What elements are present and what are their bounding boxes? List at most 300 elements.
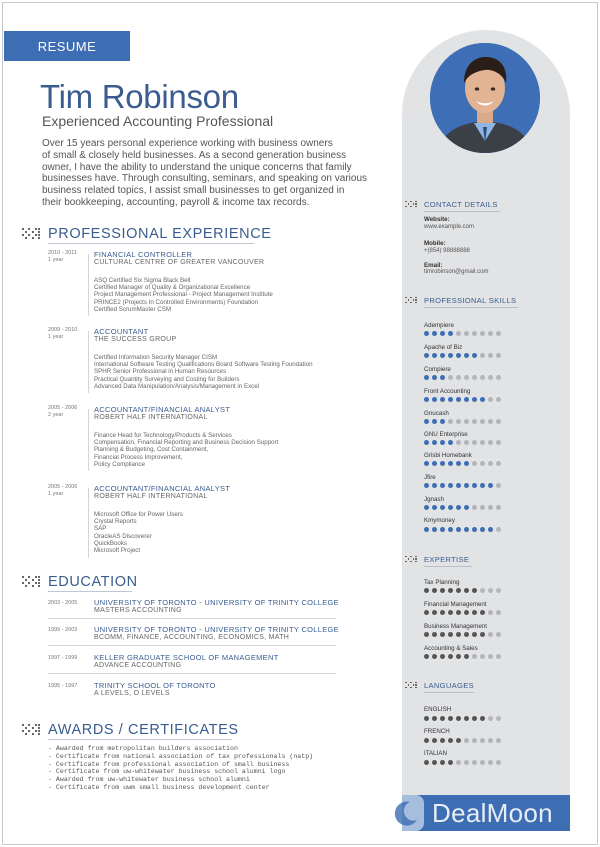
intro-line: of small & closely held businesses. As a second generation business	[42, 149, 347, 161]
job-org: ROBERT HALF INTERNATIONAL	[94, 414, 208, 421]
rating-dot-filled	[480, 483, 485, 488]
rating-dot-filled	[440, 440, 445, 445]
grid-dot	[35, 228, 37, 230]
grid-dot	[38, 231, 40, 233]
grid-dot	[413, 558, 415, 560]
rating-dot-empty	[480, 440, 485, 445]
rating-dot-filled	[440, 716, 445, 721]
rating-dot-filled	[424, 331, 429, 336]
dots-grid-icon	[405, 297, 419, 305]
person-avatar-icon	[430, 43, 540, 153]
rating-dot-filled	[480, 716, 485, 721]
award-item: - Certificate from professional association of small business	[48, 760, 290, 768]
rating-dot-empty	[472, 331, 477, 336]
job-item: Certified ScrumMaster CSM	[94, 305, 172, 313]
rating-dot-filled	[440, 738, 445, 743]
job-org: THE SUCCESS GROUP	[94, 336, 177, 343]
job-item: Certified Manager of Quality & Organizational Excellence	[94, 284, 251, 292]
mobile-label: Mobile:	[424, 240, 446, 247]
grid-dot	[415, 203, 417, 205]
dots-grid-icon	[22, 576, 42, 589]
intro-line: owner, I have the ability to understand the unique concerns that family	[42, 161, 352, 173]
rating-dot-empty	[456, 419, 461, 424]
rating-dot-filled	[424, 738, 429, 743]
grid-dot	[405, 302, 407, 304]
grid-dot	[410, 206, 412, 208]
edu-years: 1997 - 1999	[48, 655, 78, 661]
timeline-line	[88, 254, 89, 316]
edu-divider	[48, 645, 336, 646]
rating-dot-empty	[464, 419, 469, 424]
job-entry	[48, 405, 368, 471]
job-item: QuickBooks	[94, 539, 128, 547]
job-item: Project Management Professional - Project Management Institute	[94, 291, 273, 299]
grid-dot	[415, 561, 417, 563]
job-item: Finance Head for Technology/Products & Services	[94, 432, 232, 439]
rating-dot-filled	[464, 483, 469, 488]
grid-dot	[25, 237, 27, 239]
rating-dot-filled	[488, 483, 493, 488]
grid-dot	[415, 206, 417, 208]
rating-dot-empty	[480, 375, 485, 380]
grid-dot	[35, 724, 37, 726]
edu-years: 2003 - 2005	[48, 600, 78, 606]
rating-dot-empty	[480, 505, 485, 510]
grid-dot	[405, 687, 407, 689]
rating-dot-filled	[432, 610, 437, 615]
rating-dot-filled	[464, 610, 469, 615]
rating-dot-empty	[456, 331, 461, 336]
rating-dot-filled	[432, 440, 437, 445]
skill-label: Adempiere	[424, 322, 454, 329]
intro-line: business related topics, I assist small businesses to get organized in	[42, 185, 345, 197]
award-item: - Certificate from uwm small business development center	[48, 783, 270, 791]
job-items	[94, 432, 278, 468]
grid-dot	[408, 684, 410, 686]
rating-dot-filled	[440, 654, 445, 659]
rating-dot-filled	[472, 632, 477, 637]
rating-dot-empty	[464, 331, 469, 336]
grid-dot	[22, 576, 24, 578]
job-entry	[48, 250, 368, 316]
rating-dot-filled	[472, 397, 477, 402]
dots-grid-icon	[405, 556, 419, 564]
job-item: OracleAS Discoverer	[94, 532, 152, 540]
rating-dot-filled	[424, 654, 429, 659]
grid-dot	[25, 727, 27, 729]
rating-dot-filled	[424, 353, 429, 358]
rating-dot-empty	[472, 375, 477, 380]
watermark-text: DealMoon	[432, 797, 553, 828]
email-value: timrobinson@gmail.com	[424, 269, 489, 275]
rating-dot-filled	[440, 632, 445, 637]
grid-dot	[410, 687, 412, 689]
grid-dot	[35, 234, 37, 236]
award-item: - Awarded from metropolitan builders association	[48, 745, 238, 752]
rating-dot-filled	[432, 419, 437, 424]
job-org: ROBERT HALF INTERNATIONAL	[94, 493, 208, 500]
job-duration: 1 year	[48, 334, 64, 340]
rating-dot-empty	[488, 461, 493, 466]
rating-dot-empty	[472, 419, 477, 424]
rating-dot-empty	[496, 760, 501, 765]
rating-dot-filled	[448, 397, 453, 402]
rating-dot-filled	[440, 610, 445, 615]
rating-dot-filled	[432, 716, 437, 721]
job-item: Crystal Reports	[94, 518, 137, 526]
grid-dot	[405, 682, 407, 684]
grid-dot	[22, 724, 24, 726]
rating-dot-filled	[456, 632, 461, 637]
grid-dot	[25, 231, 27, 233]
grid-dot	[408, 558, 410, 560]
job-item: SAP	[94, 525, 107, 533]
expertise-label: Business Management	[424, 623, 487, 630]
rating-dot-filled	[424, 505, 429, 510]
grid-dot	[38, 733, 40, 735]
job-years: 2010 - 2011	[48, 250, 77, 256]
experience-heading-title: PROFESSIONAL EXPERIENCE	[48, 226, 272, 242]
grid-dot	[38, 228, 40, 230]
rating-dot-filled	[464, 588, 469, 593]
grid-dot	[38, 730, 40, 732]
contact-heading	[405, 200, 498, 209]
rating-dot-empty	[488, 588, 493, 593]
rating-dot-empty	[496, 440, 501, 445]
grid-dot	[413, 203, 415, 205]
timeline-line	[88, 331, 89, 393]
grid-dot	[415, 556, 417, 558]
job-item: Practical Quantity Surveying and Costing for Builders	[94, 375, 240, 383]
section-divider	[424, 211, 500, 212]
rating-dot-filled	[448, 505, 453, 510]
rating-dot-filled	[448, 440, 453, 445]
rating-dot-empty	[488, 760, 493, 765]
edu-school: UNIVERSITY OF TORONTO - UNIVERSITY OF TRINITY COLLEGE	[94, 598, 339, 607]
rating-dot-filled	[432, 654, 437, 659]
rating-dot-empty	[464, 440, 469, 445]
edu-years: 1999 - 2003	[48, 627, 78, 633]
grid-dot	[28, 730, 30, 732]
rating-dot-empty	[472, 654, 477, 659]
awards-list	[48, 745, 313, 792]
job-item: International Software Testing Qualifications Board Software Testing Foundation	[94, 361, 313, 369]
education-heading	[22, 574, 138, 590]
rating-dot-filled	[424, 716, 429, 721]
grid-dot	[38, 579, 40, 581]
rating-dot-filled	[472, 610, 477, 615]
skill-label: Front Accounting	[424, 388, 471, 395]
rating-dot-filled	[432, 397, 437, 402]
rating-dot-empty	[456, 440, 461, 445]
grid-dot	[35, 730, 37, 732]
rating-dot-filled	[448, 738, 453, 743]
rating-dot-empty	[472, 461, 477, 466]
rating-dot-filled	[424, 588, 429, 593]
rating-dot-filled	[424, 610, 429, 615]
rating-dot-filled	[456, 505, 461, 510]
rating-dot-filled	[440, 483, 445, 488]
grid-dot	[415, 687, 417, 689]
language-label: ITALIAN	[424, 750, 447, 757]
job-item: Compensation, Financial Reporting and Business Decision Support	[94, 439, 279, 447]
section-divider	[424, 566, 472, 567]
language-label: FRENCH	[424, 728, 450, 735]
rating-dot-filled	[456, 610, 461, 615]
rating-dot-empty	[496, 505, 501, 510]
rating-dot-filled	[440, 588, 445, 593]
grid-dot	[415, 299, 417, 301]
rating-dot-filled	[488, 527, 493, 532]
section-divider	[48, 591, 132, 592]
job-duration: 1 year	[48, 257, 64, 263]
section-divider	[424, 692, 474, 693]
grid-dot	[415, 297, 417, 299]
grid-dot	[410, 561, 412, 563]
rating-dot-filled	[448, 461, 453, 466]
experience-heading	[22, 226, 272, 242]
rating-dot-filled	[424, 483, 429, 488]
edu-school: TRINITY SCHOOL OF TORONTO	[94, 681, 216, 690]
rating-dot-empty	[480, 738, 485, 743]
grid-dot	[405, 561, 407, 563]
rating-dot-empty	[488, 610, 493, 615]
expertise-label: Accounting & Sales	[424, 645, 478, 652]
rating-dot-filled	[448, 353, 453, 358]
grid-dot	[410, 302, 412, 304]
job-item: PRINCE2 (Projects In Controlled Environments) Foundation	[94, 298, 259, 306]
grid-dot	[22, 234, 24, 236]
rating-dot-filled	[464, 505, 469, 510]
rating-dot-filled	[448, 716, 453, 721]
rating-dot-empty	[480, 461, 485, 466]
rating-dot-empty	[488, 440, 493, 445]
rating-dot-filled	[440, 461, 445, 466]
rating-dot-filled	[456, 397, 461, 402]
rating-dot-filled	[448, 588, 453, 593]
rating-dot-empty	[496, 654, 501, 659]
rating-dot-filled	[464, 397, 469, 402]
rating-dot-empty	[488, 331, 493, 336]
rating-dot-empty	[472, 738, 477, 743]
grid-dot	[28, 228, 30, 230]
rating-dot-filled	[440, 419, 445, 424]
rating-dot-filled	[456, 654, 461, 659]
rating-dot-filled	[432, 738, 437, 743]
grid-dot	[35, 582, 37, 584]
edu-degree: A LEVELS, O LEVELS	[94, 690, 170, 697]
rating-dot-empty	[472, 760, 477, 765]
grid-dot	[22, 582, 24, 584]
rating-dot-filled	[448, 654, 453, 659]
resume-tab-label: RESUME	[37, 38, 97, 54]
rating-dot-filled	[440, 397, 445, 402]
grid-dot	[32, 231, 34, 233]
rating-dot-empty	[496, 461, 501, 466]
rating-dot-empty	[480, 654, 485, 659]
languages-heading-title: LANGUAGES	[424, 681, 474, 690]
edu-degree: BCOMM, FINANCE, ACCOUNTING, ECONOMICS, MATH	[94, 634, 290, 641]
rating-dot-filled	[432, 505, 437, 510]
mobile-value: +(854) 98888888	[424, 248, 470, 254]
awards-heading-title: AWARDS / CERTIFICATES	[48, 722, 239, 738]
rating-dot-filled	[440, 527, 445, 532]
skills-heading	[405, 296, 516, 305]
rating-dot-empty	[496, 738, 501, 743]
expertise-heading	[405, 555, 469, 564]
rating-dot-filled	[432, 483, 437, 488]
rating-dot-filled	[448, 331, 453, 336]
grid-dot	[410, 556, 412, 558]
rating-dot-filled	[472, 527, 477, 532]
rating-dot-filled	[424, 440, 429, 445]
job-entry	[48, 327, 368, 393]
rating-dot-filled	[456, 353, 461, 358]
rating-dot-filled	[480, 632, 485, 637]
skill-label: GNU Enterprise	[424, 431, 468, 438]
rating-dot-filled	[480, 610, 485, 615]
languages-heading	[405, 681, 474, 690]
job-entry	[48, 484, 368, 556]
rating-dot-empty	[456, 760, 461, 765]
grid-dot	[415, 682, 417, 684]
rating-dot-filled	[464, 654, 469, 659]
candidate-name: Tim Robinson	[40, 78, 239, 115]
rating-dot-empty	[496, 610, 501, 615]
skill-label: Jgnash	[424, 496, 444, 503]
skill-label: Gnucash	[424, 410, 449, 417]
rating-dot-empty	[488, 654, 493, 659]
rating-dot-filled	[424, 760, 429, 765]
rating-dot-empty	[472, 440, 477, 445]
rating-dot-empty	[480, 419, 485, 424]
rating-dot-empty	[496, 716, 501, 721]
rating-dot-empty	[480, 760, 485, 765]
grid-dot	[38, 234, 40, 236]
grid-dot	[32, 585, 34, 587]
rating-dot-filled	[448, 527, 453, 532]
grid-dot	[408, 299, 410, 301]
grid-dot	[405, 201, 407, 203]
rating-dot-filled	[464, 632, 469, 637]
language-label: ENGLISH	[424, 706, 452, 713]
rating-dot-filled	[464, 353, 469, 358]
edu-degree: MASTERS ACCOUNTING	[94, 607, 182, 614]
grid-dot	[25, 579, 27, 581]
edu-divider	[48, 618, 336, 619]
rating-dot-filled	[440, 353, 445, 358]
rating-dot-filled	[424, 461, 429, 466]
website-label: Website:	[424, 216, 450, 223]
rating-dot-filled	[472, 716, 477, 721]
grid-dot	[22, 228, 24, 230]
rating-dot-empty	[456, 375, 461, 380]
grid-dot	[32, 733, 34, 735]
watermark	[388, 795, 553, 831]
grid-dot	[413, 684, 415, 686]
rating-dot-filled	[432, 375, 437, 380]
rating-dot-empty	[488, 505, 493, 510]
skill-label: Compiere	[424, 366, 451, 373]
rating-dot-empty	[448, 419, 453, 424]
rating-dot-empty	[464, 738, 469, 743]
dots-grid-icon	[22, 228, 42, 241]
job-item: Certified Information Security Manager CISM	[94, 354, 218, 361]
grid-dot	[28, 576, 30, 578]
rating-dot-filled	[432, 588, 437, 593]
moon-icon	[388, 795, 424, 831]
grid-dot	[32, 579, 34, 581]
intro-line: Over 15 years personal experience working with business owners	[42, 138, 333, 149]
job-role: ACCOUNTANT/FINANCIAL ANALYST	[94, 405, 231, 414]
dots-grid-icon	[405, 682, 419, 690]
edu-divider	[48, 673, 336, 674]
job-role: ACCOUNTANT/FINANCIAL ANALYST	[94, 484, 231, 493]
job-years: 2005 - 2006	[48, 484, 78, 490]
edu-years: 1995 - 1997	[48, 683, 78, 689]
grid-dot	[413, 299, 415, 301]
rating-dot-empty	[480, 331, 485, 336]
edu-degree: ADVANCE ACCOUNTING	[94, 662, 182, 669]
skill-label: Jfire	[424, 474, 436, 481]
section-divider	[48, 739, 232, 740]
job-item: Planning & Budgeting, Cost Containment,	[94, 446, 209, 454]
section-divider	[48, 243, 254, 244]
rating-dot-filled	[440, 375, 445, 380]
grid-dot	[408, 203, 410, 205]
grid-dot	[405, 206, 407, 208]
rating-dot-filled	[448, 632, 453, 637]
dots-grid-icon	[405, 201, 419, 209]
dots-grid-icon	[22, 724, 42, 737]
grid-dot	[415, 302, 417, 304]
job-item: Advanced Data Manipulation/Analysis/Management in Excel	[94, 382, 260, 390]
job-items	[94, 354, 313, 390]
rating-dot-filled	[480, 527, 485, 532]
rating-dot-filled	[448, 760, 453, 765]
job-item: Microsoft Project	[94, 547, 141, 555]
grid-dot	[25, 585, 27, 587]
rating-dot-filled	[456, 483, 461, 488]
job-item: ASQ Certified Six Sigma Black Belt	[94, 277, 191, 284]
intro-paragraph	[42, 138, 390, 209]
job-items	[94, 277, 273, 313]
grid-dot	[28, 234, 30, 236]
dealmoon-logo-icon	[388, 795, 424, 831]
intro-line: businesses have. Through consulting, seminars, and speaking on various	[42, 173, 368, 185]
skills-heading-title: PROFESSIONAL SKILLS	[424, 296, 517, 305]
rating-dot-empty	[496, 353, 501, 358]
grid-dot	[415, 558, 417, 560]
rating-dot-empty	[488, 716, 493, 721]
candidate-title: Experienced Accounting Professional	[42, 113, 274, 129]
rating-dot-filled	[472, 483, 477, 488]
rating-dot-empty	[496, 632, 501, 637]
expertise-label: Financial Management	[424, 601, 487, 608]
rating-dot-empty	[488, 632, 493, 637]
profile-photo	[430, 43, 540, 153]
rating-dot-empty	[448, 375, 453, 380]
rating-dot-empty	[496, 483, 501, 488]
rating-dot-filled	[448, 610, 453, 615]
rating-dot-empty	[496, 527, 501, 532]
rating-dot-empty	[496, 397, 501, 402]
rating-dot-filled	[440, 760, 445, 765]
edu-school: UNIVERSITY OF TORONTO - UNIVERSITY OF TRINITY COLLEGE	[94, 625, 339, 634]
rating-dot-filled	[440, 331, 445, 336]
intro-line: their bookkeeping, accounting, payroll & income tax records.	[42, 196, 310, 208]
rating-dot-filled	[464, 716, 469, 721]
